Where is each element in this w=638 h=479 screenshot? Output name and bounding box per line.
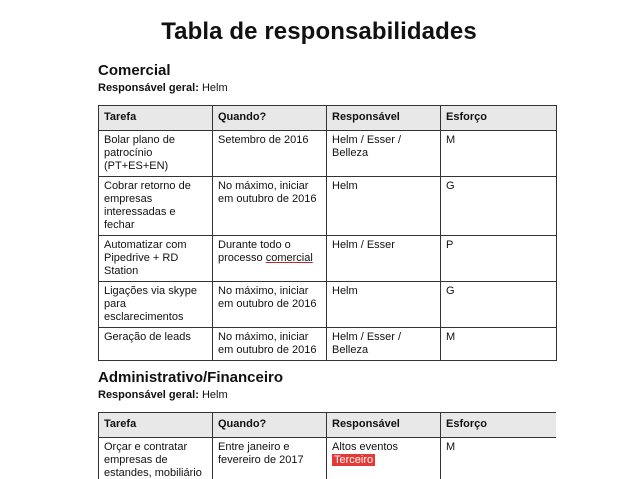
cell-tarefa: Bolar plano de patrocínio (PT+ES+EN) [99, 131, 213, 177]
cell-tarefa: Geração de leads [99, 328, 213, 361]
terceiro-tag: Terceiro [334, 454, 374, 466]
table-header-row [99, 106, 557, 131]
header-responsavel: Responsável [327, 413, 441, 438]
section-title: Administrativo/Financeiro [98, 369, 284, 386]
cell-quando-text: Durante todo o processo [218, 239, 291, 264]
header-esforco: Esforço [441, 106, 557, 131]
responsavel-geral-label: Responsável geral: [98, 82, 199, 94]
table-header-row [99, 413, 557, 438]
tasks-table-administrativo [98, 412, 556, 479]
table-row [99, 131, 557, 177]
cell-quando: No máximo, iniciar em outubro de 2016 [213, 177, 327, 236]
tasks-table-comercial [98, 105, 557, 361]
cell-quando: Entre janeiro e fevereiro de 2017 [213, 438, 327, 479]
cell-tarefa: Automatizar com Pipedrive + RD Station [99, 236, 213, 282]
cell-quando: No máximo, iniciar em outubro de 2016 [213, 328, 327, 361]
cell-quando: Setembro de 2016 [213, 131, 327, 177]
cell-responsavel: Helm [327, 282, 441, 328]
cell-responsavel: Helm / Esser / Belleza [327, 328, 441, 361]
cell-responsavel: Helm / Esser [327, 236, 441, 282]
table-row [99, 328, 557, 361]
cell-quando [213, 236, 327, 282]
table-row [99, 236, 557, 282]
cell-esforco: P [441, 236, 557, 282]
cell-responsavel [327, 438, 441, 479]
section-comercial [98, 62, 556, 361]
cell-tarefa: Orçar e contratar empresas de estandes, mobiliário [99, 438, 213, 479]
table-row [99, 438, 557, 479]
cell-responsavel: Helm / Esser / Belleza [327, 131, 441, 177]
header-esforco: Esforço [441, 413, 557, 438]
cell-tarefa: Ligações via skype para esclarecimentos [99, 282, 213, 328]
responsavel-geral-value: Helm [201, 389, 228, 401]
header-tarefa: Tarefa [99, 413, 213, 438]
cell-responsavel-text: Altos eventos [332, 441, 399, 453]
header-tarefa: Tarefa [99, 106, 213, 131]
cell-esforco: G [441, 282, 557, 328]
cell-esforco: G [441, 177, 557, 236]
cell-esforco: M [441, 131, 557, 177]
header-quando: Quando? [213, 413, 327, 438]
cell-quando-underlined: comercial [265, 252, 313, 264]
slide-title: Tabla de responsabilidades [161, 18, 477, 45]
cell-responsavel: Helm [327, 177, 441, 236]
table-row [99, 282, 557, 328]
cell-quando: No máximo, iniciar em outubro de 2016 [213, 282, 327, 328]
cell-esforco: M [441, 438, 557, 479]
section-administrativo-financeiro [98, 369, 556, 479]
responsavel-geral-value: Helm [201, 82, 228, 94]
header-quando: Quando? [213, 106, 327, 131]
cell-tarefa: Cobrar retorno de empresas interessadas e fechar [99, 177, 213, 236]
responsavel-geral [98, 388, 556, 402]
cell-esforco: M [441, 328, 557, 361]
responsavel-geral [98, 81, 556, 95]
table-row [99, 177, 557, 236]
section-title: Comercial [98, 62, 171, 79]
responsavel-geral-label: Responsável geral: [98, 389, 199, 401]
header-responsavel: Responsável [327, 106, 441, 131]
